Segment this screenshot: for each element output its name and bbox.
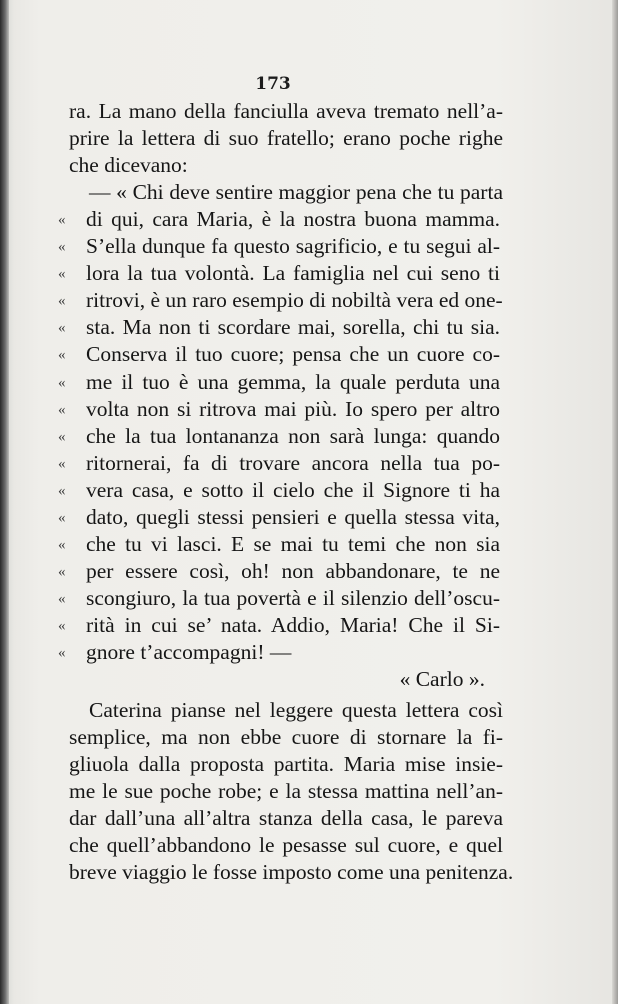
text-line: breve viaggio le fosse imposto come una penitenza. [69, 860, 514, 884]
text-line: sta. Ma non ti scordare mai, sorella, chi tu sia. [86, 315, 500, 339]
text-line: rità in cui se’ nata. Addio, Maria! Che il Si- [86, 613, 500, 637]
text-line: per essere così, oh! non abbandonare, te ne [86, 559, 500, 583]
text-line: me il tuo è una gemma, la quale perduta una [86, 370, 500, 394]
text-line: ra. La mano della fanciulla aveva tremato nell’a- [69, 99, 503, 123]
text-line: di qui, cara Maria, è la nostra buona mamma. [86, 207, 500, 231]
quote-mark: « [58, 645, 66, 661]
quote-mark: « [58, 347, 66, 363]
quote-mark: « [58, 510, 66, 526]
text-line: semplice, ma non ebbe cuore di stornare la fi- [69, 725, 503, 749]
text-line: scongiuro, la tua povertà e il silenzio dell’oscu- [86, 586, 500, 610]
text-line: — « Chi deve sentire maggior pena che tu parta [89, 180, 503, 204]
page-edge [612, 0, 618, 1004]
text-line: gliuola dalla proposta partita. Maria mise insie- [69, 752, 503, 776]
quote-mark: « [58, 293, 66, 309]
text-line: ritrovi, è un raro esempio di nobiltà vera ed one- [86, 288, 503, 312]
text-line: vera casa, e sotto il cielo che il Signore ti ha [86, 478, 500, 502]
quote-mark: « [58, 212, 66, 228]
text-line: volta non si ritrova mai più. Io spero per altro [86, 397, 500, 421]
quote-mark: « [58, 618, 66, 634]
quote-mark: « [58, 564, 66, 580]
text-line: gnore t’accompagni! — [86, 640, 292, 664]
text-line: che quell’abbandono le pesasse sul cuore, e quel [69, 833, 503, 857]
page-number: 173 [255, 74, 291, 94]
text-line: lora la tua volontà. La famiglia nel cui seno ti [86, 261, 500, 285]
text-line: dato, quegli stessi pensieri e quella stessa vita, [86, 505, 500, 529]
text-line: che la tua lontananza non sarà lunga: quando [86, 424, 500, 448]
book-spine-shadow [0, 0, 9, 1004]
quote-mark: « [58, 537, 66, 553]
text-line: Conserva il tuo cuore; pensa che un cuore co- [86, 342, 500, 366]
text-line: che dicevano: [69, 153, 188, 177]
quote-mark: « [58, 456, 66, 472]
quote-mark: « [58, 402, 66, 418]
quote-mark: « [58, 591, 66, 607]
text-line: che tu vi lasci. E se mai tu temi che non sia [86, 532, 500, 556]
text-line: Caterina pianse nel leggere questa lettera così [89, 698, 503, 722]
quote-mark: « [58, 429, 66, 445]
text-line: prire la lettera di suo fratello; erano poche righe [69, 126, 503, 150]
quote-mark: « [58, 239, 66, 255]
quote-mark: « [58, 375, 66, 391]
text-line: ritornerai, fa di trovare ancora nella tua po- [86, 451, 500, 475]
text-line: dar dall’una all’altra stanza della casa, le pareva [69, 806, 503, 830]
quote-mark: « [58, 320, 66, 336]
quote-mark: « [58, 483, 66, 499]
quote-mark: « [58, 266, 66, 282]
text-line: me le sue poche robe; e la stessa mattina nell’an- [69, 779, 503, 803]
text-line: S’ella dunque fa questo sagrificio, e tu segui al- [86, 234, 500, 258]
letter-signature: « Carlo ». [399, 667, 485, 691]
